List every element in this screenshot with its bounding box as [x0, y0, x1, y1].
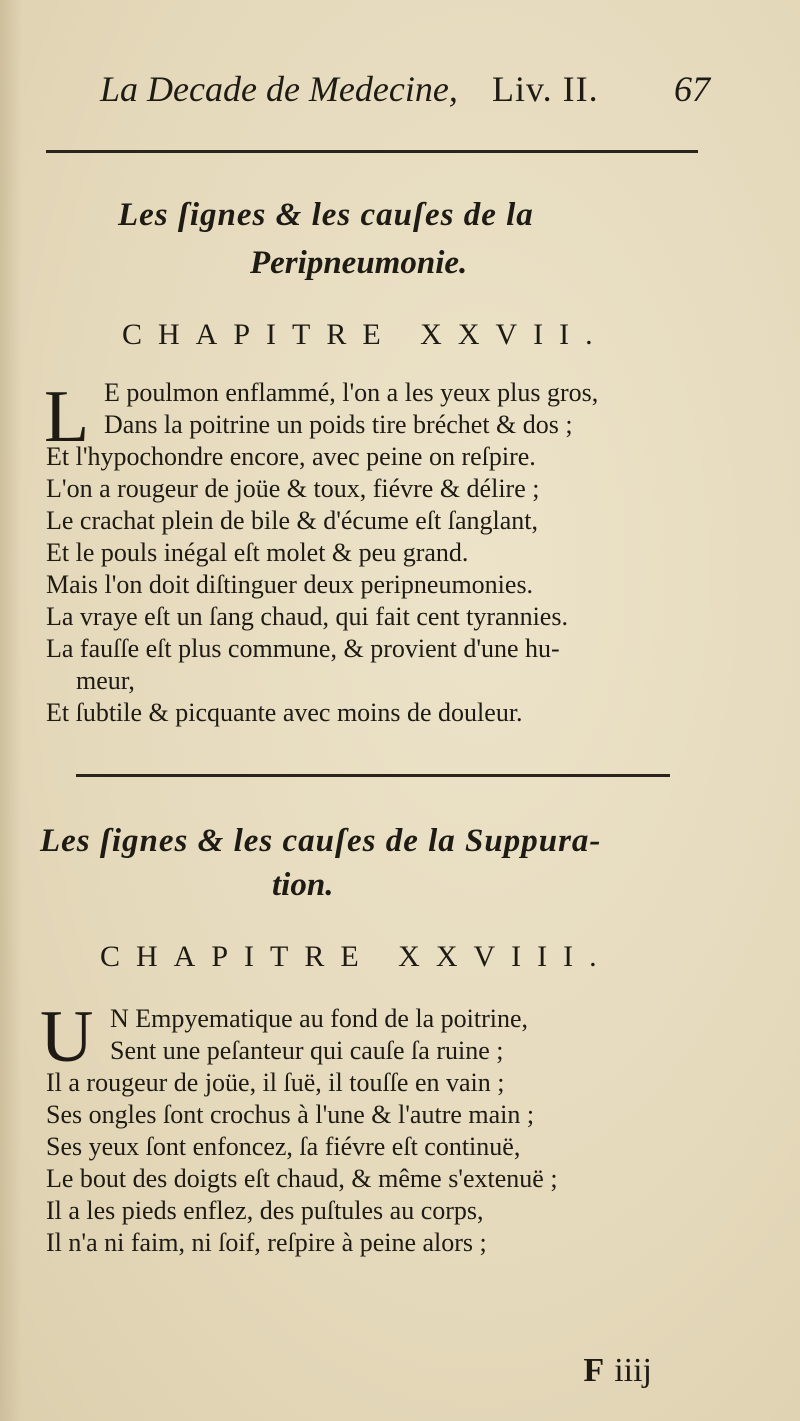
verse-line: meur, [76, 666, 135, 695]
verse-line: Ses ongles ſont crochus à l'une & l'autre main ; [46, 1100, 535, 1129]
verse-line: L'on a rougeur de joüe & toux, fiévre & délire ; [46, 474, 540, 503]
verse-line: Il a rougeur de joüe, il ſuë, il touſſe en vain ; [46, 1068, 505, 1097]
running-head [100, 68, 710, 118]
page-number: 67 [674, 69, 710, 109]
signature-letter: F [583, 1352, 605, 1389]
verse-line: Le bout des doigts eſt chaud, & même s'extenuë ; [46, 1164, 558, 1193]
verse-line: Il a les pieds enflez, des puſtules au corps, [46, 1196, 484, 1225]
signature-mark [583, 1352, 652, 1390]
verse-line: E poulmon enflammé, l'on a les yeux plus gros, [104, 378, 599, 407]
verse-line: Ses yeux ſont enfoncez, ſa fiévre eſt continuë, [46, 1132, 521, 1161]
chapter-heading-xxvii: CHAPITRE XXVII. [122, 318, 609, 351]
verse-line: Sent une peſanteur qui cauſe ſa ruine ; [110, 1036, 504, 1065]
verse-line: La fauſſe eſt plus commune, & provient d'une hu- [46, 634, 560, 663]
verse-line: Et ſubtile & picquante avec moins de douleur. [46, 698, 523, 727]
running-head-title: La Decade de Medecine, [100, 69, 458, 109]
verse-line: Et le pouls inégal eſt molet & peu grand. [46, 538, 469, 567]
chapter-heading-xxviii: CHAPITRE XXVIII. [100, 940, 613, 973]
drop-cap-l: L [44, 376, 90, 458]
section-title-suppuration-line2: tion. [272, 867, 334, 903]
verse-line: Mais l'on doit diſtinguer deux peripneumonies. [46, 570, 534, 599]
verse-line: N Empyematique au fond de la poitrine, [110, 1004, 529, 1033]
signature-numeral: iiij [614, 1352, 652, 1389]
verse-line: Il n'a ni faim, ni ſoif, reſpire à peine alors ; [46, 1228, 487, 1257]
section-title-peripneumonie-line1: Les ſignes & les cauſes de la [118, 197, 534, 233]
verse-line: Et l'hypochondre encore, avec peine on reſpire. [46, 442, 536, 471]
verse-line: Le crachat plein de bile & d'écume eſt ſanglant, [46, 506, 538, 535]
header-rule [46, 150, 698, 153]
verse-line: La vraye eſt un ſang chaud, qui fait cent tyrannies. [46, 602, 568, 631]
section-divider-rule [76, 774, 670, 777]
section-title-suppuration-line1: Les ſignes & les cauſes de la Suppura- [40, 823, 602, 859]
drop-cap-u: U [40, 996, 94, 1078]
verse-line: Dans la poitrine un poids tire bréchet & dos ; [104, 410, 573, 439]
running-head-book: Liv. II. [492, 69, 599, 109]
section-title-peripneumonie-line2: Peripneumonie. [250, 245, 468, 281]
